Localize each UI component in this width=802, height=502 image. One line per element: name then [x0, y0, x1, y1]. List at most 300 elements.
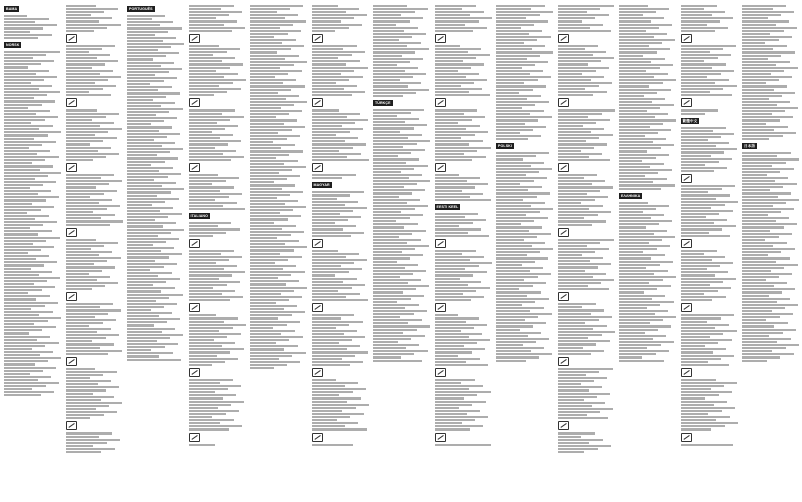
body-line [312, 287, 352, 289]
body-line [127, 167, 173, 169]
body-line [66, 279, 97, 281]
body-line [189, 116, 244, 118]
body-line [4, 261, 57, 263]
body-line [496, 208, 553, 210]
body-line [4, 54, 46, 56]
body-line [4, 70, 49, 72]
body-line [4, 212, 27, 214]
language-heading: PORTUGUÊS [129, 7, 153, 11]
body-line [496, 360, 526, 362]
body-line [127, 157, 178, 159]
body-line [250, 181, 274, 183]
body-line [66, 134, 96, 136]
body-line [558, 76, 604, 78]
body-line [681, 278, 737, 280]
body-line [4, 73, 36, 75]
body-line [250, 212, 280, 214]
body-line [619, 135, 645, 137]
body-line [435, 444, 492, 446]
body-line [681, 54, 731, 56]
body-line [373, 162, 406, 164]
body-line [250, 45, 304, 47]
body-line [435, 271, 487, 273]
body-line [4, 141, 56, 143]
body-line [435, 183, 489, 185]
prohibition-pictogram-icon [558, 228, 569, 237]
language-heading: ITALIANO [190, 214, 209, 219]
body-line [496, 8, 531, 10]
body-line [619, 295, 665, 297]
body-line [619, 267, 646, 269]
body-line [742, 119, 780, 121]
body-line [496, 347, 544, 349]
body-line [496, 14, 540, 16]
body-line [4, 79, 44, 81]
text-column-11 [619, 4, 677, 498]
body-line [742, 64, 776, 66]
body-line [681, 253, 704, 255]
body-line [373, 8, 428, 10]
body-line [681, 290, 718, 292]
body-line [127, 318, 180, 320]
body-line [127, 176, 168, 178]
body-line [496, 126, 546, 128]
body-line [66, 251, 113, 253]
body-line [66, 150, 98, 152]
body-line [250, 132, 278, 134]
body-line [373, 276, 400, 278]
body-line [496, 350, 531, 352]
body-line [496, 138, 528, 140]
body-line [681, 85, 737, 87]
body-line [250, 70, 302, 72]
body-line [4, 342, 59, 344]
body-line [4, 367, 56, 369]
body-line [127, 148, 183, 150]
body-line [127, 52, 179, 54]
body-line [558, 303, 596, 305]
body-line [250, 104, 294, 106]
body-line [189, 355, 217, 357]
body-line [127, 275, 158, 277]
body-line [66, 414, 104, 416]
body-line [312, 125, 342, 127]
body-line [435, 296, 485, 298]
body-line [189, 186, 234, 188]
body-line [250, 355, 292, 357]
body-line [496, 199, 523, 201]
body-line [66, 224, 110, 226]
body-line [189, 150, 237, 152]
language-heading: BAMA [6, 7, 18, 11]
body-line [558, 150, 581, 152]
body-line [558, 408, 614, 410]
body-line [4, 172, 61, 174]
prohibition-pictogram-icon [312, 368, 323, 377]
body-line [250, 119, 297, 121]
body-line [742, 298, 790, 300]
body-line [189, 225, 219, 227]
body-line [742, 70, 784, 72]
body-line [558, 319, 599, 321]
body-line [742, 67, 798, 69]
body-line [681, 73, 721, 75]
body-line [742, 186, 783, 188]
body-line [435, 113, 464, 115]
body-line [189, 299, 230, 301]
body-line [66, 76, 122, 78]
body-line [66, 199, 112, 201]
body-line [496, 186, 542, 188]
body-line [742, 30, 784, 32]
body-line [558, 208, 590, 210]
body-line [250, 215, 301, 217]
body-line [496, 45, 545, 47]
body-line [250, 311, 305, 313]
body-line [681, 259, 712, 261]
body-line [742, 319, 766, 321]
body-line [742, 202, 786, 204]
body-line [312, 54, 352, 56]
body-line [742, 126, 788, 128]
body-line [373, 64, 397, 66]
body-line [558, 288, 610, 290]
body-line [558, 436, 582, 438]
body-line [681, 133, 735, 135]
body-line [435, 131, 488, 133]
body-line [496, 20, 548, 22]
body-line [250, 17, 285, 19]
body-line [558, 186, 614, 188]
body-line [312, 330, 358, 332]
body-line [250, 234, 291, 236]
body-line [558, 331, 615, 333]
language-heading: TÜRKÇE [375, 100, 391, 105]
body-line [619, 5, 648, 7]
body-line [619, 276, 676, 278]
body-line [619, 245, 670, 247]
body-line [558, 451, 585, 453]
body-line [496, 152, 549, 154]
body-line [127, 210, 160, 212]
body-line [558, 374, 586, 376]
body-line [619, 347, 647, 349]
body-line [66, 331, 98, 333]
body-line [312, 210, 354, 212]
body-line [496, 42, 524, 44]
body-line [66, 260, 108, 262]
prohibition-pictogram-icon [312, 163, 323, 172]
body-line [189, 287, 214, 289]
body-line [435, 317, 480, 319]
body-line [373, 45, 407, 47]
body-line [66, 273, 89, 275]
body-line [66, 282, 119, 284]
body-line [558, 63, 588, 65]
body-line [66, 254, 100, 256]
body-line [4, 292, 28, 294]
body-line [312, 314, 355, 316]
body-line [496, 245, 532, 247]
body-line [66, 303, 114, 305]
body-line [619, 236, 675, 238]
body-line [189, 385, 242, 387]
body-line [373, 325, 430, 327]
body-line [312, 422, 359, 424]
body-line [250, 14, 298, 16]
body-line [681, 113, 705, 115]
body-line [373, 350, 428, 352]
body-line [189, 109, 236, 111]
prohibition-pictogram-icon [681, 98, 692, 107]
body-line [558, 279, 615, 281]
body-line [127, 306, 164, 308]
body-line [558, 224, 593, 226]
body-line [373, 344, 419, 346]
body-line [373, 332, 403, 334]
body-line [250, 39, 296, 41]
body-line [558, 432, 595, 434]
prohibition-pictogram-icon [66, 228, 77, 237]
body-line [66, 128, 122, 130]
body-line [742, 82, 766, 84]
body-line [312, 70, 355, 72]
body-line [189, 397, 223, 399]
body-line [127, 188, 184, 190]
body-line [127, 173, 181, 175]
body-line [373, 288, 416, 290]
body-line [619, 160, 642, 162]
body-line [742, 347, 786, 349]
body-line [4, 283, 34, 285]
body-line [496, 261, 535, 263]
prohibition-pictogram-icon [312, 98, 323, 107]
body-line [127, 83, 150, 85]
body-line [189, 177, 239, 179]
body-line [435, 150, 478, 152]
body-line [435, 193, 484, 195]
body-line [435, 281, 482, 283]
body-line [4, 153, 37, 155]
prohibition-pictogram-icon [312, 433, 323, 442]
text-column-1 [4, 4, 62, 498]
body-line [435, 79, 488, 81]
body-line [619, 251, 643, 253]
body-line [312, 27, 349, 29]
body-line [435, 428, 470, 430]
body-line [4, 394, 41, 396]
body-line [250, 79, 296, 81]
body-line [496, 220, 534, 222]
body-line [66, 88, 103, 90]
body-line [66, 20, 100, 22]
body-line [312, 207, 367, 209]
body-line [312, 278, 357, 280]
body-line [189, 54, 214, 56]
body-line [619, 51, 657, 53]
body-line [250, 27, 280, 29]
body-line [496, 116, 552, 118]
body-line [4, 178, 35, 180]
body-line [435, 8, 463, 10]
body-line [127, 133, 180, 135]
body-line [373, 11, 415, 13]
body-line [127, 238, 179, 240]
body-line [189, 208, 245, 210]
body-line [619, 307, 647, 309]
body-line [681, 293, 705, 295]
body-line [742, 335, 769, 337]
body-line [189, 196, 229, 198]
body-line [681, 342, 719, 344]
body-line [189, 416, 213, 418]
body-line [189, 14, 230, 16]
body-line [558, 156, 589, 158]
body-line [435, 67, 472, 69]
body-line [4, 119, 45, 121]
body-line [312, 11, 346, 13]
body-line [373, 158, 419, 160]
body-line [312, 143, 367, 145]
body-line [250, 240, 299, 242]
body-line [742, 264, 798, 266]
body-line [66, 316, 95, 318]
body-line [558, 270, 585, 272]
body-line [681, 404, 714, 406]
body-line [66, 174, 115, 176]
body-line [250, 280, 299, 282]
body-line [681, 164, 706, 166]
body-line [435, 327, 474, 329]
body-line [312, 413, 364, 415]
body-line [681, 413, 709, 415]
body-line [373, 55, 402, 57]
body-line [742, 267, 784, 269]
body-line [619, 104, 674, 106]
body-line [681, 394, 719, 396]
body-line [66, 257, 121, 259]
body-line [558, 30, 612, 32]
body-line [558, 143, 608, 145]
body-line [558, 220, 606, 222]
body-line [66, 137, 117, 139]
body-line [558, 20, 582, 22]
body-line [619, 42, 662, 44]
body-line [619, 73, 668, 75]
body-line [558, 263, 612, 265]
body-line [435, 388, 470, 390]
body-line [66, 442, 107, 444]
body-line [558, 24, 604, 26]
body-line [4, 76, 57, 78]
prohibition-pictogram-icon [681, 34, 692, 43]
body-line [66, 57, 97, 59]
body-line [127, 201, 165, 203]
body-line [4, 15, 27, 17]
body-line [558, 91, 607, 93]
body-line [742, 220, 776, 222]
body-line [619, 67, 660, 69]
prohibition-pictogram-icon [435, 303, 446, 312]
body-line [4, 37, 38, 39]
body-line [373, 14, 401, 16]
body-line [681, 76, 708, 78]
body-line [435, 394, 478, 396]
body-line [373, 121, 405, 123]
body-line [250, 265, 296, 267]
body-line [4, 274, 39, 276]
body-line [742, 279, 766, 281]
body-line [558, 137, 600, 139]
body-line [250, 175, 300, 177]
language-heading: MAGYAR [313, 183, 330, 188]
body-line [681, 250, 718, 252]
body-line [4, 357, 61, 359]
body-line [496, 214, 526, 216]
body-line [189, 281, 241, 283]
body-line [558, 393, 611, 395]
body-line [681, 109, 719, 111]
body-line [681, 388, 711, 390]
body-line [250, 296, 302, 298]
body-line [4, 221, 57, 223]
body-line [189, 113, 223, 115]
prohibition-pictogram-icon [66, 163, 77, 172]
body-line [250, 206, 306, 208]
body-line [312, 91, 366, 93]
body-line [250, 82, 283, 84]
body-line [558, 183, 592, 185]
body-line [496, 168, 552, 170]
body-line [496, 276, 538, 278]
body-line [250, 55, 299, 57]
body-line [558, 199, 595, 201]
body-line [66, 94, 111, 96]
body-line [435, 299, 472, 301]
body-line [66, 177, 101, 179]
body-line [742, 58, 768, 60]
body-line [496, 325, 533, 327]
body-line [742, 226, 784, 228]
body-line [496, 39, 537, 41]
body-line [189, 314, 217, 316]
body-line [189, 5, 235, 7]
body-line [312, 88, 344, 90]
text-column-9 [496, 4, 554, 498]
body-line [619, 166, 650, 168]
body-line [435, 278, 461, 280]
body-line [373, 82, 421, 84]
body-line [189, 345, 223, 347]
body-line [742, 177, 788, 179]
body-line [66, 60, 119, 62]
body-line [496, 107, 522, 109]
body-line [4, 268, 31, 270]
body-line [312, 342, 339, 344]
body-line [435, 265, 479, 267]
body-line [189, 342, 236, 344]
body-line [496, 211, 540, 213]
body-line [681, 155, 711, 157]
body-line [435, 290, 477, 292]
body-line [742, 304, 798, 306]
body-line [496, 288, 519, 290]
body-line [742, 48, 773, 50]
body-line [435, 5, 476, 7]
body-line [742, 24, 776, 26]
body-line [496, 230, 529, 232]
body-line [619, 304, 660, 306]
